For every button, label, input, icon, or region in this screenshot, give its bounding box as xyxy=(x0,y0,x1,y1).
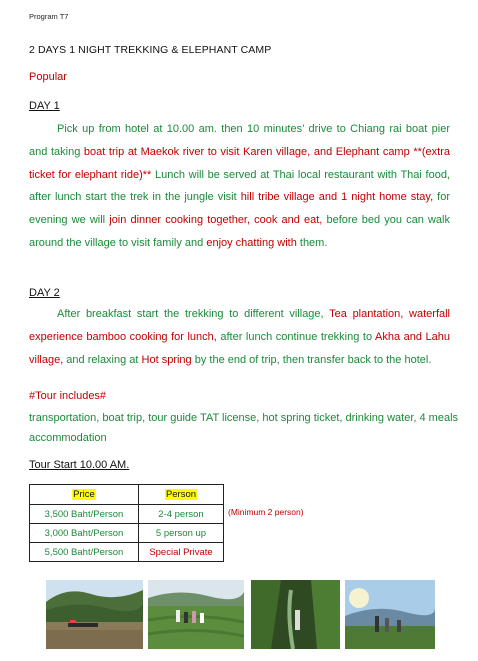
price-table-header xyxy=(30,485,224,505)
popular-badge: Popular xyxy=(29,71,67,83)
day1-seg: Lunch will be served at Thai local restaurant with Thai food, after lunch start the trek in the jungle visit xyxy=(29,168,450,204)
table-row xyxy=(30,505,224,524)
day2-heading: DAY 2 xyxy=(29,287,60,299)
table-row xyxy=(30,524,224,543)
day1-seg: enjoy chatting with xyxy=(206,236,297,249)
price-header-cell xyxy=(30,485,139,505)
day1-heading: DAY 1 xyxy=(29,100,60,112)
day1-seg: before bed you can walk around the village to visit family and xyxy=(29,214,450,249)
day1-description xyxy=(29,118,450,255)
price-cell: 3,500 Baht/Person xyxy=(30,505,139,524)
price-cell: 3,000 Baht/Person xyxy=(30,524,139,543)
day1-seg: Pick up from hotel at 10.00 am. then 10 minutes’ drive to Chiang rai boat pier and taking xyxy=(29,123,450,158)
day1-seg: hill tribe village and 1 night home stay, xyxy=(240,191,434,204)
day2-description xyxy=(29,303,450,371)
minimum-note: (Minimum 2 person) xyxy=(228,507,304,517)
table-row xyxy=(30,543,224,562)
person-cell: 2-4 person xyxy=(139,505,224,524)
tour-includes-heading: #Tour includes# xyxy=(29,390,107,402)
day2-seg: by the end of trip, then transfer back to the hotel. xyxy=(191,353,432,366)
tour-start-time: Tour Start 10.00 AM. xyxy=(29,459,130,471)
day2-seg: after lunch continue trekking to xyxy=(216,330,376,343)
river-boat-photo xyxy=(46,580,143,649)
price-header-label: Price xyxy=(73,489,95,500)
price-cell: 5,500 Baht/Person xyxy=(30,543,139,562)
day1-seg: for evening we will xyxy=(29,191,450,227)
jungle-waterfall-photo xyxy=(251,580,340,649)
day2-seg: Hot spring xyxy=(141,353,192,366)
program-code: Program T7 xyxy=(29,12,69,21)
page-title: 2 DAYS 1 NIGHT TREKKING & ELEPHANT CAMP xyxy=(29,44,272,56)
mountain-trekkers-photo xyxy=(345,580,435,649)
person-header-label: Person xyxy=(165,489,197,500)
day2-seg: and relaxing at xyxy=(63,353,142,366)
person-header-cell xyxy=(139,485,224,505)
person-cell: 5 person up xyxy=(139,524,224,543)
day2-seg: Akha and Lahu village, xyxy=(29,330,450,366)
tea-plantation-group-photo xyxy=(148,580,244,649)
day1-seg: them. xyxy=(296,236,328,249)
day1-seg: boat trip at Maekok river to visit Karen village, and Elephant camp **(extra ticket for elephant ride)** xyxy=(29,145,450,181)
day1-seg: join dinner cooking together, cook and eat, xyxy=(109,214,323,227)
tour-includes-list: transportation, boat trip, tour guide TAT license, hot spring ticket, drinking water, 4 meals accommodation xyxy=(29,412,459,444)
day2-seg: Tea plantation, waterfall experience bamboo cooking for lunch, xyxy=(29,308,451,343)
person-cell: Special Private xyxy=(139,543,224,562)
day2-seg: After breakfast start the trekking to different village, xyxy=(57,308,330,320)
price-table xyxy=(29,484,224,562)
